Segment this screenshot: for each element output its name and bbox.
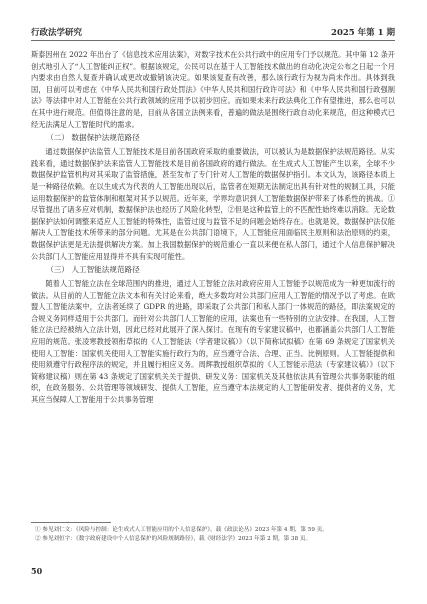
section-heading-2: （二） 数据保护法规范路径: [46, 133, 140, 143]
footnote-rule: [31, 522, 111, 523]
footnote-2: ② 参见刘恒宇：《数字政府建设中个人信息保护的风险规制路径》，载《财经法学》2023 年第 2 期，第 38 页。: [35, 535, 312, 542]
journal-name: 行政法学研究: [31, 28, 83, 38]
running-header: [31, 26, 395, 41]
issue-label: 2025 年第 1 期: [331, 28, 395, 38]
paragraph: 随着人工智能立法在全球范围内的推进，通过人工智能立法对政府应用人工智能予以规范成为一种更加流行的做法。从目前的人工智能立法文本和有关讨论来看，绝大多数均对公共部门应用人工智能的情况予以了考虑。在欧盟人工智能法案中，立法者延续了 GDPR 的进路，即采取了公共部门和私人部门一体规范的路径，即法案规定的合规义务同样适用于公共部门。而针对公共部门人工智能的应用，法案也有一些特别的立法安排。在我国，人工智能立法已经被纳入立法计划，因此已经对此展开了深入探讨。在现有的专家建议稿中，也都涵盖公共部门人工智能应用的规范。张凌寒教授领衔草拟的《人工智能法（学者建议稿）》（以下简称试拟稿）在第 69 条规定了国家机关使用人工智能：国家机关使用人工智能实施行政行为的，应当遵守合法、合理、正当、比例原则。人工智能提供和使用须遵守行政程序法的规定，并且履行相应义务。周辉教授组织草拟的《人工智能示范法（专家建议稿）》（以下简称建议稿）则在第 43 条规定了国家机关关于提供、研发义务：国家机关及其他依法具有管理公共事务职能的组织，在政务服务、公共管理等领域研发、提供人工智能，应当遵守本法规定的人工智能研发者、提供者的义务，尤其应当保障人工智能用于公共事务管理: [31, 279, 395, 405]
section-heading-3: （三） 人工智能法规范路径: [46, 265, 140, 275]
footnote-1: ① 参见刘仁文：《风险与控制：论生成式人工智能应用的个人信息保护》，载《政法论丛》2023 年第 4 期，第 59 页。: [35, 527, 328, 533]
body-text: [31, 49, 395, 406]
page-number: 50: [31, 566, 43, 576]
paragraph: 通过数据保护法监管人工智能技术是目前各国政府采取的重要做法，可以被认为是数据保护法规范路径。从实践来看，通过数据保护法来监管人工智能技术是目前各国政府的通行做法。在生成式人工智能产生以来，全球不少数据保护监管机构对其采取了监管措施，甚至发布了专门针对人工智能的数据保护指引。本文认为，该路径本质上是一种路径依赖。在以生成式为代表的人工智能出现以后，监管者在短期无法制定出具有针对性的规制工具，只能运用数据保护的监管体制和框架对其予以规范。近年来，学界均意识到人工智能数据保护带来了体系性的挑战。①尽管提出了诸多应对机制，数据保护法也经历了风险化转型，②但是这种监管上的不匹配性始终难以消除。无论数据保护法如何调整来适应人工智能的特殊性，监管过度与监管不足的问题会始终存在。也就是说，数据保护法仅能解决人工智能技术所带来的部分问题。尤其是在公共部门语境下，人工智能应用面临民主原则和法治原则的约束，数据保护法更是无法提供解决方案。加上我国数据保护的规范重心一直以来便在私人部门，通过个人信息保护解决公共部门人工智能应用显得并不具有实现可能性。: [31, 147, 395, 261]
footnotes: [31, 522, 395, 543]
paragraph: 斯泰因州在 2022 年出台了《信息技术应用法案》，对数字技术在公共行政中的应用专门予以规范。其中第 12 条开创式地引入了“人工智能纠正权”。根据该规定，公民可以在基于人工智能技术做出的自动化决定公布之日起一个月内要求由自然人复查并确认或更改或撤销该决定。如果该复查有改善，那么该行政行为视为尚未作出。具体到我国，目前可以考虑在《中华人民共和国行政处罚法》《中华人民共和国行政许可法》和《中华人民共和国行政强制法》等法律中对人工智能在公共行政领域的应用予以初步回应。而如果未来行政法典化工作有望推进，那么也可以在其中进行规范。但值得注意的是，目前从各国立法例来看，普遍的做法是围绕行政自动化来规范，但这种模式已经无法满足人工智能时代的需求。: [31, 50, 395, 129]
